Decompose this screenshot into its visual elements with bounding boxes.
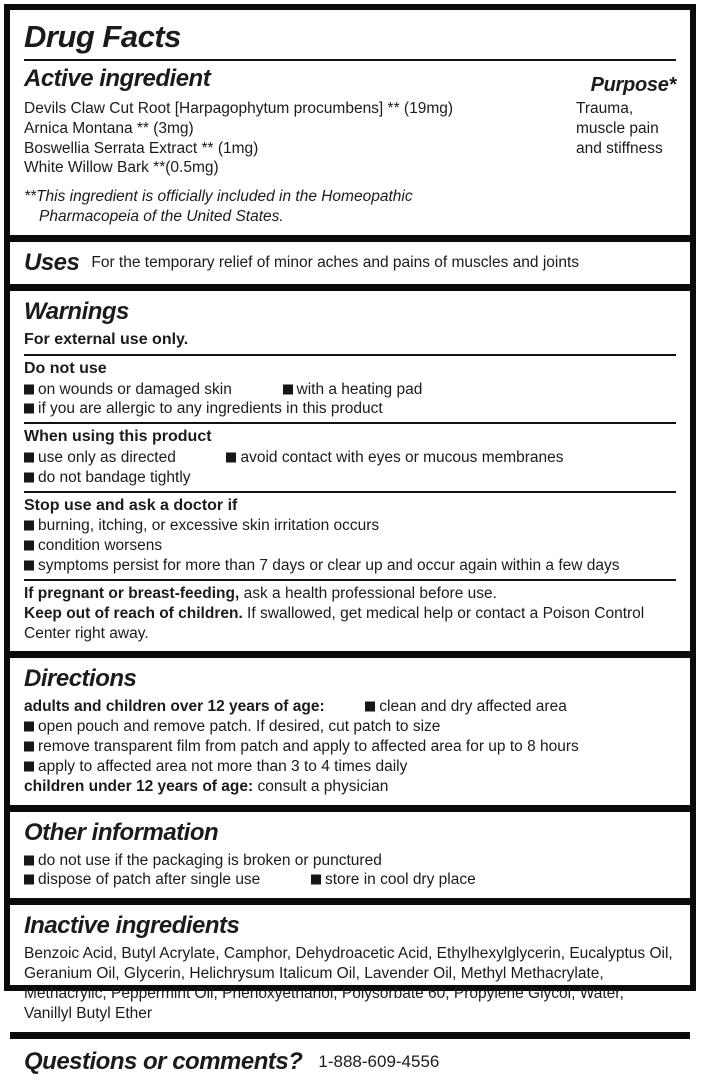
drug-facts-label [4,4,696,991]
section-inactive-ingredients [10,905,690,1031]
square-bullet-icon [365,702,375,712]
other-info-bullet-row [24,851,676,871]
bullet-text: dispose of patch after single use [38,871,260,888]
stop-use-heading: Stop use and ask a doctor if [24,496,676,517]
bullet-text: on wounds or damaged skin [38,381,232,398]
bullet-text: symptoms persist for more than 7 days or clear up and occur again within a few days [38,557,620,574]
warnings-rule [24,354,676,356]
purpose-text: Trauma, muscle pain and stiffness [576,99,676,178]
bullet-text: do not bandage tightly [38,469,191,486]
directions-bullet-row [24,757,676,777]
bullet-text: condition worsens [38,537,162,554]
stop-use-bullet-row [24,536,676,556]
pregnant-text: ask a health professional before use. [239,585,497,602]
stop-use-bullet-row [24,516,676,536]
active-ingredient-columns [24,99,676,178]
inactive-ingredients-heading: Inactive ingredients [24,912,676,940]
children-direction-text: consult a physician [253,778,388,795]
do-not-use-bullet-row [24,380,676,400]
other-information-heading: Other information [24,819,676,847]
ingredient-line: Devils Claw Cut Root [Harpagophytum procumbens] ** (19mg) [24,99,576,119]
bullet-text: remove transparent film from patch and apply to affected area for up to 8 hours [38,738,579,755]
section-questions [10,1039,690,1085]
section-divider [10,805,690,812]
directions-heading: Directions [24,665,676,693]
ingredient-line: White Willow Bark **(0.5mg) [24,158,576,178]
section-other-information [10,812,690,899]
directions-adults-row [24,697,676,717]
active-ingredient-heading: Active ingredient [24,65,210,93]
bullet-text: apply to affected area not more than 3 to 4 times daily [38,758,407,775]
section-divider [10,235,690,242]
stop-use-bullet-row [24,556,630,576]
warnings-heading: Warnings [24,298,676,326]
square-bullet-icon [24,722,34,732]
square-bullet-icon [24,404,34,414]
square-bullet-icon [311,875,321,885]
warnings-rule [24,579,676,581]
other-info-bullet-row [24,870,676,890]
pregnant-bold: If pregnant or breast-feeding, [24,585,239,602]
square-bullet-icon [226,453,236,463]
external-use-statement: For external use only. [24,330,676,351]
warnings-rule [24,422,676,424]
square-bullet-icon [24,472,34,482]
bullet-text: if you are allergic to any ingredients in this product [38,400,383,417]
bullet-text: open pouch and remove patch. If desired, cut patch to size [38,718,440,735]
section-warnings [10,291,690,651]
square-bullet-icon [24,742,34,752]
children-text: If swallowed, get medical help or contact a Poison Control Center right away. [24,605,644,642]
uses-heading: Uses [24,249,79,277]
when-using-heading: When using this product [24,427,676,448]
bullet-text: burning, itching, or excessive skin irritation occurs [38,517,379,534]
page-title: Drug Facts [24,17,676,61]
section-divider [10,651,690,658]
square-bullet-icon [24,521,34,531]
directions-bullet-row [24,717,676,737]
homeopathic-footnote: **This ingredient is officially included in the Homeopathic Pharmacopeia of the United States. [24,187,494,227]
section-directions [10,658,690,804]
do-not-use-bullet-row [24,399,676,419]
square-bullet-icon [24,855,34,865]
bullet-text: clean and dry affected area [379,698,567,715]
when-using-bullet-row [24,468,676,488]
square-bullet-icon [24,541,34,551]
section-divider [10,284,690,291]
section-uses [10,242,690,284]
square-bullet-icon [24,384,34,394]
when-using-bullet-row [24,448,676,468]
square-bullet-icon [283,384,293,394]
bullet-text: store in cool dry place [325,871,476,888]
section-divider [10,1032,690,1039]
keep-out-of-reach-statement [24,604,676,644]
children-label: children under 12 years of age: [24,778,253,795]
questions-phone-number: 1-888-609-4556 [318,1052,439,1072]
bullet-text: with a heating pad [297,381,423,398]
directions-bullet-row [24,737,676,757]
section-divider [10,898,690,905]
questions-heading: Questions or comments? [24,1048,302,1076]
children-bold: Keep out of reach of children. [24,605,243,622]
bullet-text: use only as directed [38,449,176,466]
square-bullet-icon [24,761,34,771]
square-bullet-icon [24,875,34,885]
inactive-ingredients-text: Benzoic Acid, Butyl Acrylate, Camphor, Dehydroacetic Acid, Ethylhexylglycerin, Eucalyptus Oil, Geranium Oil, Glycerin, Helichrysum Italicum Oil, Lavender Oil, Methyl Methacrylate, Methacrylic, Peppermint Oil, Phenoxyethanol, Polysorbate 60, Propylene Glycol, Water, Vanillyl Butyl Ether [24,944,676,1023]
active-ingredient-header-row [24,65,676,97]
square-bullet-icon [24,561,34,571]
ingredient-line: Arnica Montana ** (3mg) [24,119,576,139]
warnings-rule [24,491,676,493]
active-ingredient-list [24,99,576,178]
pregnant-statement [24,584,676,604]
adults-label: adults and children over 12 years of age: [24,698,325,715]
uses-text: For the temporary relief of minor aches and pains of muscles and joints [91,253,579,273]
ingredient-line: Boswellia Serrata Extract ** (1mg) [24,139,576,159]
bullet-text: avoid contact with eyes or mucous membranes [240,449,563,466]
directions-children-row [24,777,676,797]
bullet-text: do not use if the packaging is broken or punctured [38,852,382,869]
square-bullet-icon [24,453,34,463]
section-active-ingredient [10,10,690,235]
do-not-use-heading: Do not use [24,359,676,380]
purpose-heading: Purpose* [591,74,676,97]
